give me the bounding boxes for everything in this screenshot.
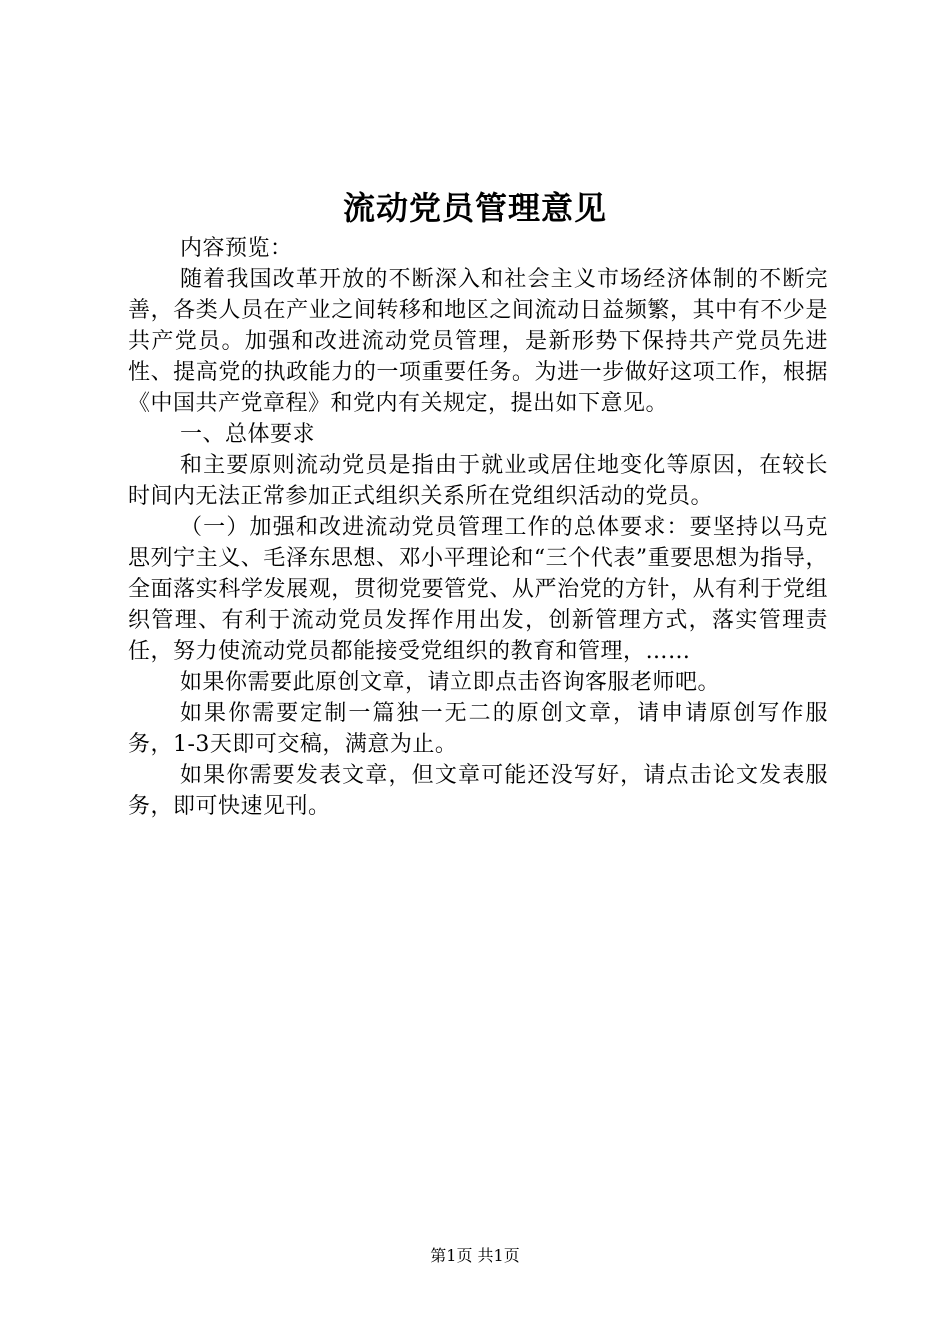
intro-paragraph: 随着我国改革开放的不断深入和社会主义市场经济体制的不断完善，各类人员在产业之间转移和地区之间流动日益频繁，其中有不少是共产党员。加强和改进流动党员管理，是新形势下保持共产党员先进性、提高党的执政能力的一项重要任务。为进一步做好这项工作，根据《中国共产党章程》和党内有关规定，提出如下意见。 [128,267,828,416]
requirements-paragraph: （一）加强和改进流动党员管理工作的总体要求：要坚持以马克思列宁主义、毛泽东思想、邓小平理论和“三个代表”重要思想为指导，全面落实科学发展观，贯彻党要管党、从严治党的方针，从有利于党组织管理、有利于流动党员发挥作用出发，创新管理方式，落实管理责任，努力使流动党员都能接受党组织的教育和管理，…… [128,515,828,664]
section-heading: 一、总体要求 [180,422,316,447]
promo-paragraph-publish: 如果你需要发表文章，但文章可能还没写好，请点击论文发表服务，即可快速见刊。 [128,763,828,819]
document-body [128,233,828,822]
promo-paragraph-custom: 如果你需要定制一篇独一无二的原创文章，请申请原创写作服务，1-3天即可交稿，满意为止。 [128,701,828,757]
definition-paragraph: 和主要原则流动党员是指由于就业或居住地变化等原因，在较长时间内无法正常参加正式组织关系所在党组织活动的党员。 [128,453,828,509]
page-footer: 第1页 共1页 [430,1246,520,1265]
preview-label: 内容预览： [180,236,293,261]
document-title: 流动党员管理意见 [342,189,607,227]
promo-paragraph-consult: 如果你需要此原创文章，请立即点击咨询客服老师吧。 [180,670,721,695]
